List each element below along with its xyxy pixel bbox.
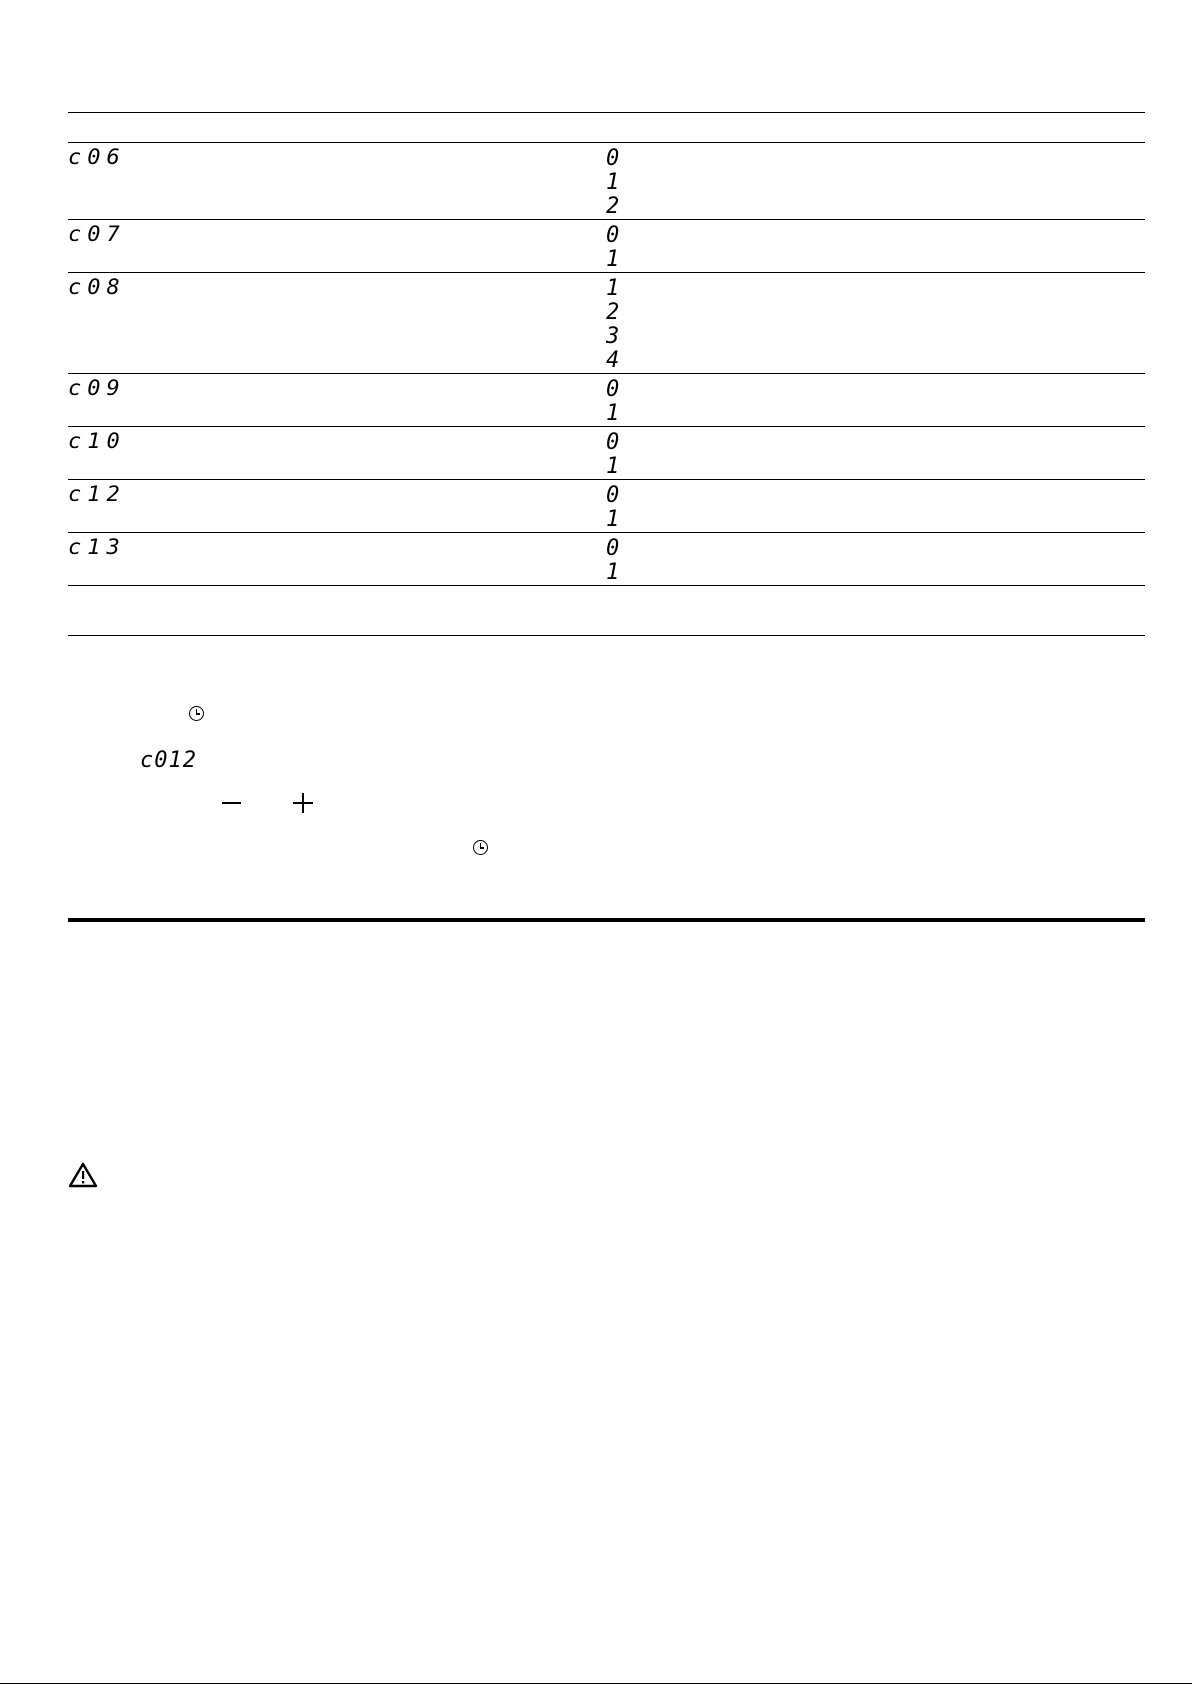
setting-code-cell xyxy=(68,143,606,219)
table-row xyxy=(68,143,1145,220)
setting-value: 2 xyxy=(606,300,620,325)
page-bottom-rule xyxy=(0,1683,1192,1684)
table-row xyxy=(68,374,1145,427)
setting-value: 4 xyxy=(606,348,620,373)
setting-code: c10 xyxy=(68,430,126,454)
setting-code: c06 xyxy=(68,146,126,170)
table-row xyxy=(68,220,1145,273)
setting-code-cell xyxy=(68,427,606,479)
setting-value: 1 xyxy=(606,276,620,301)
table-footer-row xyxy=(68,586,1145,636)
setting-values-cell xyxy=(606,220,1145,272)
setting-code-cell xyxy=(68,220,606,272)
setting-values-cell xyxy=(606,143,1145,219)
setting-code-cell xyxy=(68,533,606,585)
setting-code-cell xyxy=(68,374,606,426)
setting-value: 0 xyxy=(606,146,620,171)
setting-code: c09 xyxy=(68,377,126,401)
setting-values-cell xyxy=(606,427,1145,479)
table-body xyxy=(68,143,1145,586)
setting-values-cell xyxy=(606,533,1145,585)
setting-value: 0 xyxy=(606,430,620,455)
table-row xyxy=(68,273,1145,374)
clock-icon xyxy=(189,706,204,721)
setting-value: 1 xyxy=(606,170,620,195)
table-header xyxy=(68,112,1145,143)
setting-code-cell xyxy=(68,480,606,532)
setting-values-cell xyxy=(606,374,1145,426)
setting-code: c07 xyxy=(68,223,126,247)
setting-value: 1 xyxy=(606,507,620,532)
setting-value: 3 xyxy=(606,324,620,349)
warning-triangle-icon xyxy=(68,1162,98,1188)
setting-values-cell xyxy=(606,273,1145,373)
setting-code: c13 xyxy=(68,536,126,560)
setting-code-cell xyxy=(68,273,606,373)
display-code: c012 xyxy=(140,748,197,773)
settings-table xyxy=(68,112,1145,636)
setting-code: c08 xyxy=(68,276,126,300)
setting-value: 1 xyxy=(606,401,620,426)
minus-icon xyxy=(222,802,241,804)
setting-value: 1 xyxy=(606,560,620,585)
table-row xyxy=(68,427,1145,480)
setting-value: 0 xyxy=(606,223,620,248)
table-row xyxy=(68,533,1145,586)
setting-value: 0 xyxy=(606,536,620,561)
setting-code: c12 xyxy=(68,483,126,507)
table-row xyxy=(68,480,1145,533)
setting-value: 2 xyxy=(606,194,620,219)
setting-value: 0 xyxy=(606,483,620,508)
clock-icon xyxy=(473,840,488,855)
section-divider xyxy=(68,918,1145,922)
setting-value: 1 xyxy=(606,454,620,479)
setting-values-cell xyxy=(606,480,1145,532)
plus-icon xyxy=(293,793,313,813)
setting-value: 1 xyxy=(606,247,620,272)
setting-value: 0 xyxy=(606,377,620,402)
